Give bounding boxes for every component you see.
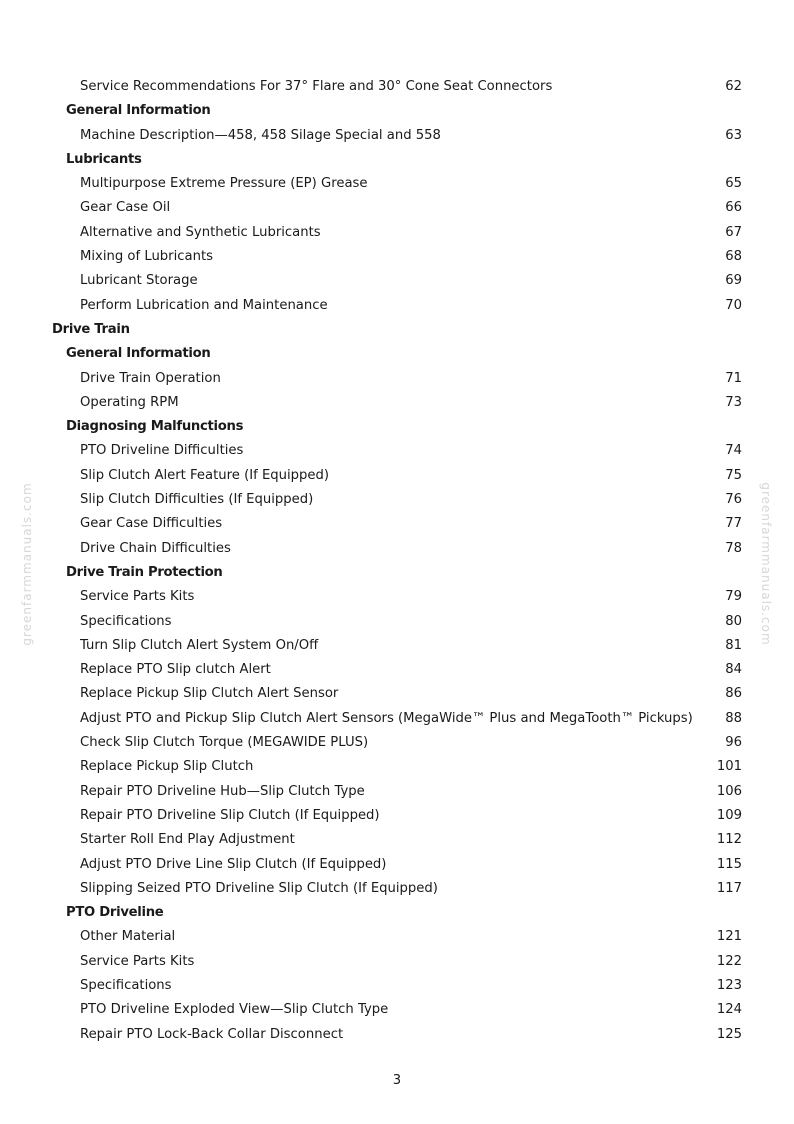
toc-entry[interactable] (0, 950, 794, 974)
toc-entry[interactable] (0, 75, 794, 99)
toc-entry-title: Service Recommendations For 37° Flare and 30° Cone Seat Connectors (80, 79, 553, 94)
toc-entry-page: 67 (725, 224, 742, 240)
toc-entry[interactable] (0, 196, 794, 220)
toc-entry-title: PTO Driveline Exploded View—Slip Clutch Type (80, 1002, 389, 1018)
toc-entry-title: Alternative and Synthetic Lubricants (80, 224, 321, 240)
toc-entry[interactable] (0, 391, 794, 415)
toc-entry-title: Operating RPM (80, 394, 179, 410)
toc-entry-page: 70 (725, 297, 742, 313)
toc-entry-page: 106 (716, 783, 742, 799)
toc-entry-page: 68 (725, 249, 742, 265)
toc-entry-title: Mixing of Lubricants (80, 249, 213, 265)
toc-entry[interactable] (0, 682, 794, 706)
toc-subheading[interactable] (0, 342, 794, 366)
watermark-left: greenfarmmanuals.com (20, 482, 34, 646)
toc-entry-title: Slip Clutch Alert Feature (If Equipped) (80, 467, 330, 483)
toc-entry-title: Service Parts Kits (80, 589, 195, 605)
watermark-right: greenfarmmanuals.com (759, 482, 773, 646)
toc-entry-title: Other Material (80, 929, 176, 945)
toc-entry[interactable] (0, 464, 794, 488)
toc-entry-page: 69 (725, 273, 742, 289)
toc-entry-title: Machine Description—458, 458 Silage Special and 558 (80, 127, 441, 143)
toc-subheading[interactable] (0, 148, 794, 172)
toc-entry-title: Repair PTO Driveline Slip Clutch (If Equipped) (80, 807, 380, 823)
toc-entry-title: Drive Train Protection (66, 564, 223, 580)
toc-entry-title: Specifications (80, 977, 172, 993)
toc-entry-title: General Information (66, 346, 211, 362)
toc-entry-page: 77 (725, 516, 742, 532)
toc-entry-title: PTO Driveline (66, 905, 164, 921)
toc-entry-page: 79 (725, 589, 742, 605)
toc-entry-page: 122 (716, 953, 742, 969)
toc-entry-title: Replace Pickup Slip Clutch (80, 759, 254, 775)
toc-entry-title: Slipping Seized PTO Driveline Slip Clutch (If Equipped) (80, 880, 438, 896)
toc-entry-page: 76 (725, 492, 742, 508)
toc-entry-page: 80 (725, 613, 742, 629)
toc-entry-page: 75 (725, 467, 742, 483)
toc-entry[interactable] (0, 780, 794, 804)
toc-entry-page: 86 (725, 686, 742, 702)
toc-entry-page: 117 (716, 880, 742, 896)
toc-subheading[interactable] (0, 561, 794, 585)
toc-entry-title: Repair PTO Driveline Hub—Slip Clutch Type (80, 783, 365, 799)
toc-entry-title: Repair PTO Lock-Back Collar Disconnect (80, 1026, 344, 1042)
toc-entry[interactable] (0, 294, 794, 318)
toc-entry-title: Diagnosing Malfunctions (66, 419, 244, 435)
toc-entry-title: Slip Clutch Difficulties (If Equipped) (80, 492, 314, 508)
toc-entry-page: 66 (725, 200, 742, 216)
toc-entry-page: 62 (725, 79, 742, 94)
toc-entry-title: Lubricants (66, 151, 142, 167)
toc-entry[interactable] (0, 998, 794, 1022)
toc-entry-title: PTO Driveline Difficulties (80, 443, 244, 459)
toc-entry[interactable] (0, 755, 794, 779)
toc-entry[interactable] (0, 853, 794, 877)
toc-entry[interactable] (0, 221, 794, 245)
toc-entry[interactable] (0, 124, 794, 148)
toc-entry[interactable] (0, 172, 794, 196)
toc-entry[interactable] (0, 1023, 794, 1047)
toc-entry-page: 124 (716, 1002, 742, 1018)
toc-entry-page: 88 (725, 710, 742, 726)
toc-entry-page: 121 (716, 929, 742, 945)
toc-entry[interactable] (0, 731, 794, 755)
table-of-contents (0, 75, 794, 1047)
toc-entry-title: Lubricant Storage (80, 273, 198, 289)
toc-subheading[interactable] (0, 99, 794, 123)
toc-entry[interactable] (0, 877, 794, 901)
toc-entry-page: 74 (725, 443, 742, 459)
toc-entry-page: 73 (725, 394, 742, 410)
toc-entry[interactable] (0, 634, 794, 658)
toc-entry-title: Adjust PTO Drive Line Slip Clutch (If Equipped) (80, 856, 387, 872)
toc-entry[interactable] (0, 245, 794, 269)
page-number: 3 (392, 1073, 402, 1088)
toc-entry-title: Replace PTO Slip clutch Alert (80, 662, 271, 678)
toc-entry-title: Check Slip Clutch Torque (MEGAWIDE PLUS) (80, 735, 369, 751)
toc-entry-title: Service Parts Kits (80, 953, 195, 969)
toc-entry[interactable] (0, 439, 794, 463)
toc-entry-title: Replace Pickup Slip Clutch Alert Sensor (80, 686, 339, 702)
toc-entry[interactable] (0, 974, 794, 998)
toc-entry-page: 71 (725, 370, 742, 386)
toc-entry[interactable] (0, 512, 794, 536)
toc-entry-page: 63 (725, 127, 742, 143)
toc-entry[interactable] (0, 707, 794, 731)
toc-entry-page: 65 (725, 176, 742, 192)
toc-entry-page: 78 (725, 540, 742, 556)
toc-entry[interactable] (0, 610, 794, 634)
toc-entry-page: 84 (725, 662, 742, 678)
toc-subheading[interactable] (0, 901, 794, 925)
toc-heading[interactable] (0, 318, 794, 342)
toc-entry-title: Turn Slip Clutch Alert System On/Off (80, 637, 319, 653)
toc-entry-title: Adjust PTO and Pickup Slip Clutch Alert Sensors (MegaWide™ Plus and MegaTooth™ Pickups) (80, 710, 693, 726)
toc-entry-title: General Information (66, 103, 211, 119)
toc-entry-title: Drive Train (52, 321, 130, 337)
toc-entry-title: Drive Chain Difficulties (80, 540, 231, 556)
toc-entry-title: Perform Lubrication and Maintenance (80, 297, 328, 313)
toc-entry-page: 101 (716, 759, 742, 775)
toc-entry-title: Multipurpose Extreme Pressure (EP) Grease (80, 176, 368, 192)
toc-entry[interactable] (0, 367, 794, 391)
toc-entry-title: Gear Case Difficulties (80, 516, 223, 532)
toc-entry-title: Starter Roll End Play Adjustment (80, 832, 295, 848)
toc-entry[interactable] (0, 585, 794, 609)
toc-entry[interactable] (0, 925, 794, 949)
toc-entry[interactable] (0, 828, 794, 852)
toc-entry-title: Gear Case Oil (80, 200, 171, 216)
toc-subheading[interactable] (0, 415, 794, 439)
toc-entry[interactable] (0, 804, 794, 828)
toc-entry[interactable] (0, 488, 794, 512)
toc-entry-title: Specifications (80, 613, 172, 629)
toc-entry[interactable] (0, 537, 794, 561)
toc-entry-page: 109 (716, 807, 742, 823)
toc-entry-page: 115 (716, 856, 742, 872)
toc-entry-page: 96 (725, 735, 742, 751)
toc-entry-page: 123 (716, 977, 742, 993)
toc-entry-page: 125 (716, 1026, 742, 1042)
toc-entry-page: 112 (716, 832, 742, 848)
toc-entry-page: 81 (725, 637, 742, 653)
toc-entry[interactable] (0, 658, 794, 682)
toc-entry[interactable] (0, 269, 794, 293)
toc-entry-title: Drive Train Operation (80, 370, 221, 386)
